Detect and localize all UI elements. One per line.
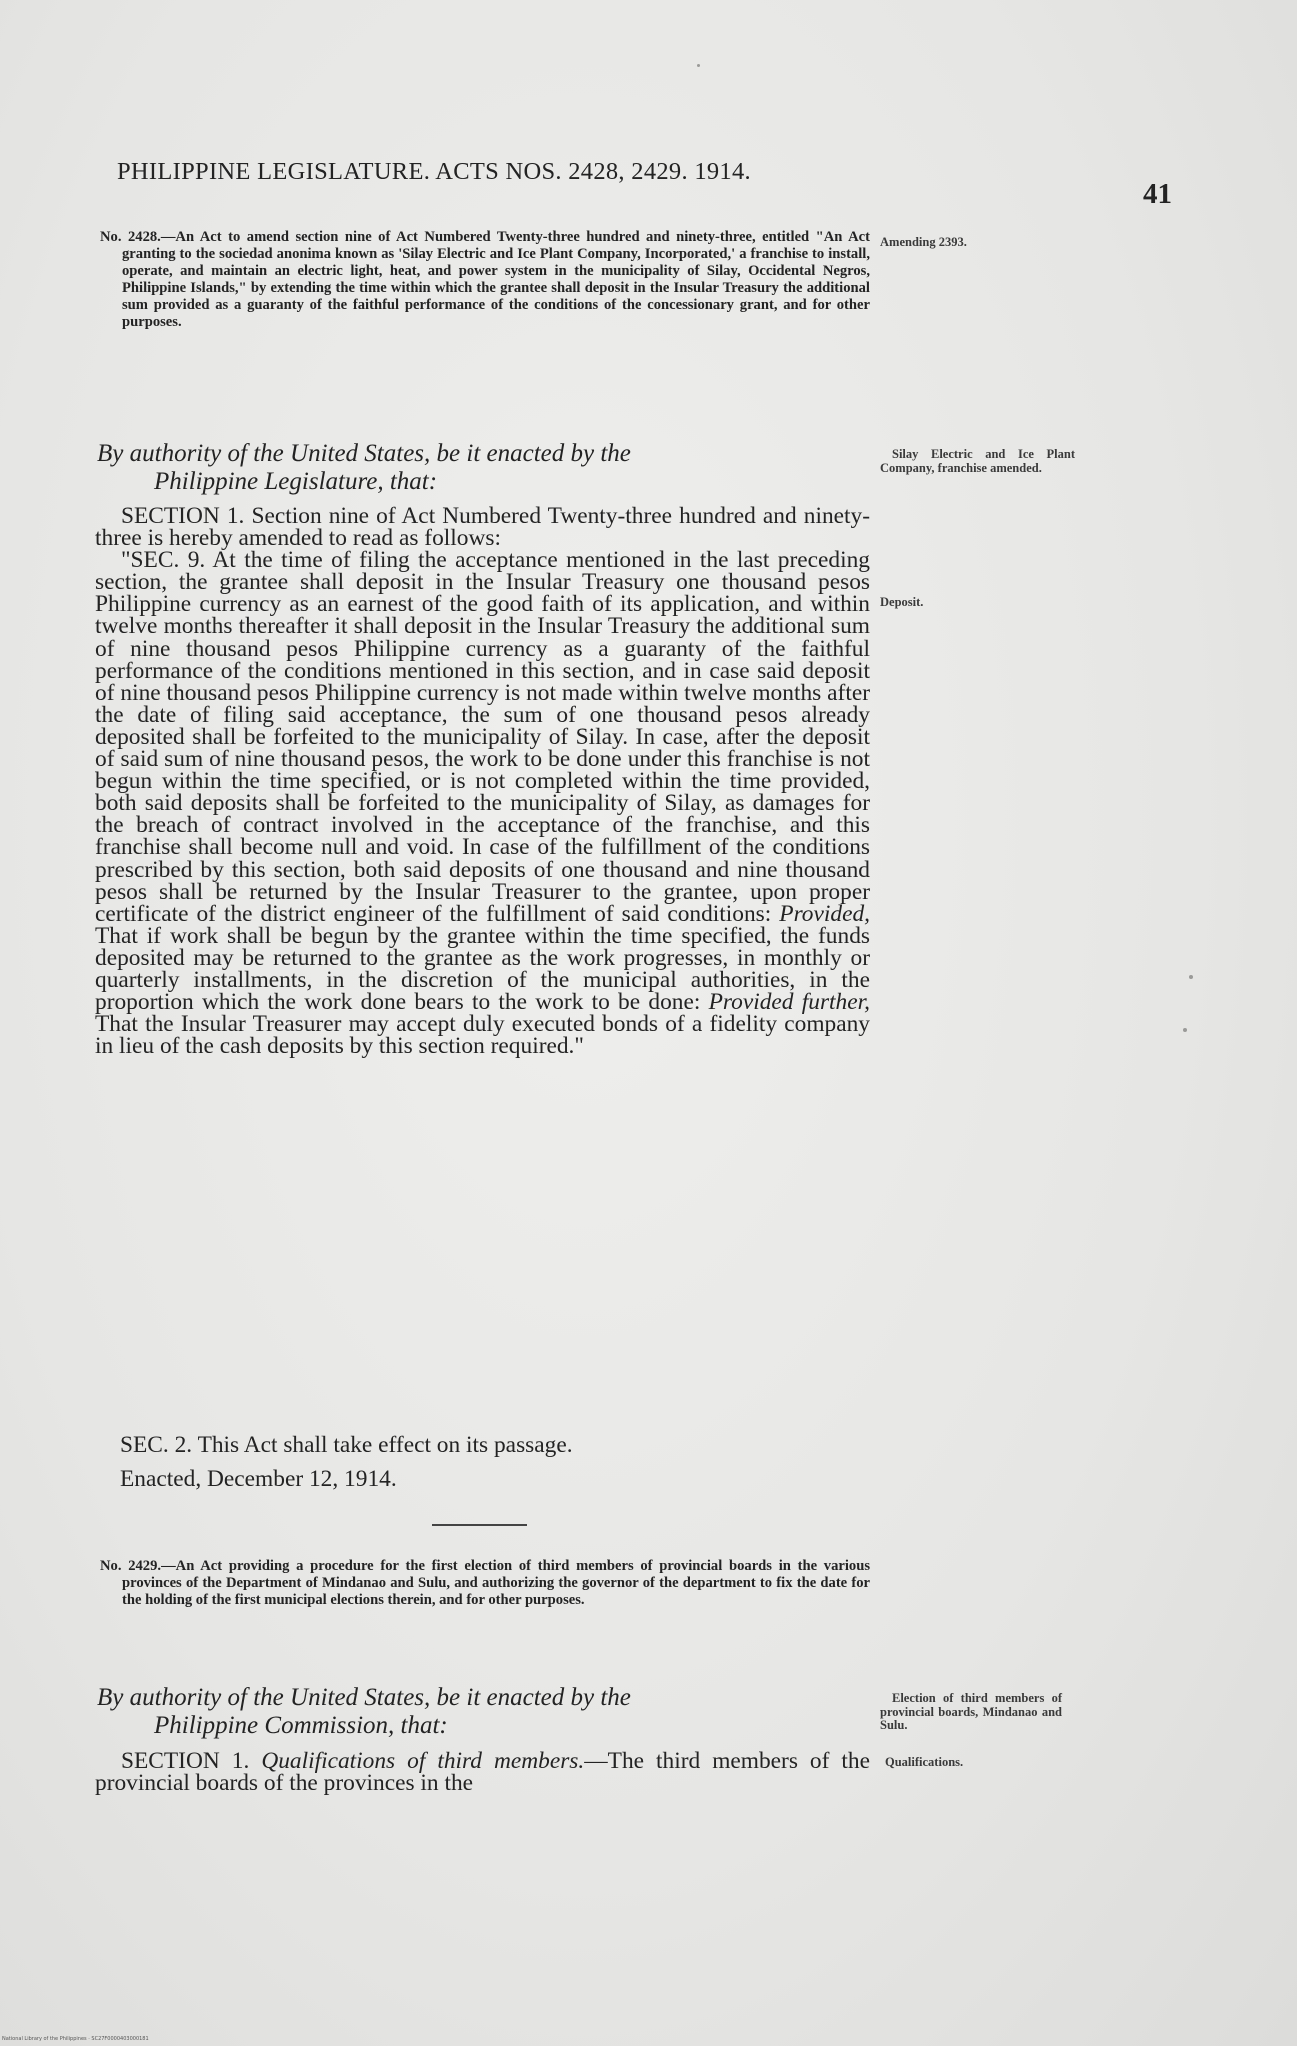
act-2428-enacting-clause [97, 440, 872, 496]
section-1-label: SECTION 1. [121, 1748, 250, 1774]
enacting-line-2: Philippine Commission, that: [154, 1712, 448, 1739]
margin-note-silay: Silay Electric and Ice Plant Company, franchise amended. [880, 447, 1075, 475]
page-number: 41 [1143, 178, 1172, 210]
enacting-line-1: By authority of the United States, be it enacted by the [97, 1684, 631, 1711]
act-2428-summary [100, 229, 870, 330]
scan-credit: National Library of the Philippines · SC27F0000403000181 [2, 2036, 149, 2042]
enacting-line-1: By authority of the United States, be it enacted by the [97, 440, 631, 467]
section-9-label: "SEC. 9. [121, 547, 206, 574]
section-1-label: SECTION 1. [121, 503, 245, 529]
provided-keyword: Provided, [779, 900, 870, 927]
section-9-text-b: That if work shall be begun by the grantee within the time specified, the funds deposited may be returned to the grantee as the work progresses, in monthly or quarterly installments, in the discretion of the municipal authorities, in the proportion which the work done bears to the work to be done: [95, 922, 870, 1016]
act-2429-number: No. 2429. [100, 1558, 162, 1574]
margin-note-election: Election of third members of provincial boards, Mindanao and Sulu. [880, 1691, 1062, 1732]
margin-note-deposit: Deposit. [880, 595, 924, 609]
scan-speck [1189, 975, 1193, 979]
section-1-heading: Qualifications of third members. [261, 1748, 585, 1774]
act-2429-enacting-clause [97, 1684, 872, 1740]
margin-note-qualifications: Qualifications. [885, 1755, 964, 1769]
section-1-text: Section nine of Act Numbered Twenty-three hundred and ninety-three is hereby amended to read as follows: [95, 503, 870, 552]
section-9-text-c: That the Insular Treasurer may accept duly executed bonds of a fidelity company in lieu of the cash deposits by this section required." [95, 1011, 870, 1060]
enacted-date: Enacted, December 12, 1914. [120, 1466, 397, 1492]
section-2-line [120, 1434, 573, 1456]
scan-speck [697, 64, 700, 67]
running-header: PHILIPPINE LEGISLATURE. ACTS NOS. 2428, 2429. 1914. [117, 158, 751, 185]
act-2428-title: —An Act to amend section nine of Act Numbered Twenty-three hundred and ninety-three, entitled "An Act granting to the sociedad anonima known as 'Silay Electric and Ice Plant Company, Incorporated,' a franchise to install, operate, and maintain an electric light, heat, and power system in the municipality of Silay, Occidental Negros, Philippine Islands," by extending the time within which the grantee shall deposit in the Insular Treasury the additional sum provided as a guaranty of the faithful performance of the conditions of the concessionary grant, and for other purposes. [122, 229, 870, 330]
act-2429-body [95, 1748, 870, 1797]
act-2429-summary [100, 1558, 870, 1609]
section-2-label: SEC. 2. [120, 1432, 193, 1458]
enacting-line-2: Philippine Legislature, that: [154, 468, 438, 495]
scan-speck [1183, 1028, 1187, 1032]
section-1-text: —The third members of the provincial boards of the provinces in the [95, 1748, 870, 1797]
act-2429-title: —An Act providing a procedure for the first election of third members of provincial boards in the various provinces of the Department of Mindanao and Sulu, and authorizing the governor of the department to fix the date for the holding of the first municipal elections therein, and for other purposes. [122, 1558, 870, 1608]
section-2-text: This Act shall take effect on its passage. [192, 1432, 573, 1458]
section-9-text-a: At the time of filing the acceptance mentioned in the last preceding section, the grantee shall deposit in the Insular Treasury one thousand pesos Philippine currency as an earnest of the good faith of its application, and within twelve months thereafter it shall deposit in the Insular Treasury the additional sum of nine thousand pesos Philippine currency as a guaranty of the faithful performance of the conditions mentioned in this section, and in case said deposit of nine thousand pesos Philippine currency is not made within twelve months after the date of filing said acceptance, the sum of one thousand pesos already deposited shall be forfeited to the municipality of Silay. In case, after the deposit of said sum of nine thousand pesos, the work to be done under this franchise is not begun within the time specified, or is not completed within the time provided, both said deposits shall be forfeited to the municipality of Silay, as damages for the breach of contract involved in the acceptance of the franchise, and this franchise shall become null and void. In case of the fulfillment of the conditions prescribed by this section, both said deposits of one thousand and nine thousand pesos shall be returned by the Insular Treasurer to the grantee, upon proper certificate of the district engineer of the fulfillment of said conditions: [95, 547, 870, 927]
act-2428-body [95, 503, 870, 1060]
section-9-paragraph [95, 547, 870, 1060]
margin-note-amending: Amending 2393. [880, 235, 967, 249]
section-1-paragraph [95, 503, 870, 552]
provided-further-keyword: Provided further, [708, 989, 870, 1016]
act-2429-section-1 [95, 1748, 870, 1797]
act-2428-number: No. 2428. [100, 229, 161, 245]
separator-rule [432, 1524, 527, 1526]
